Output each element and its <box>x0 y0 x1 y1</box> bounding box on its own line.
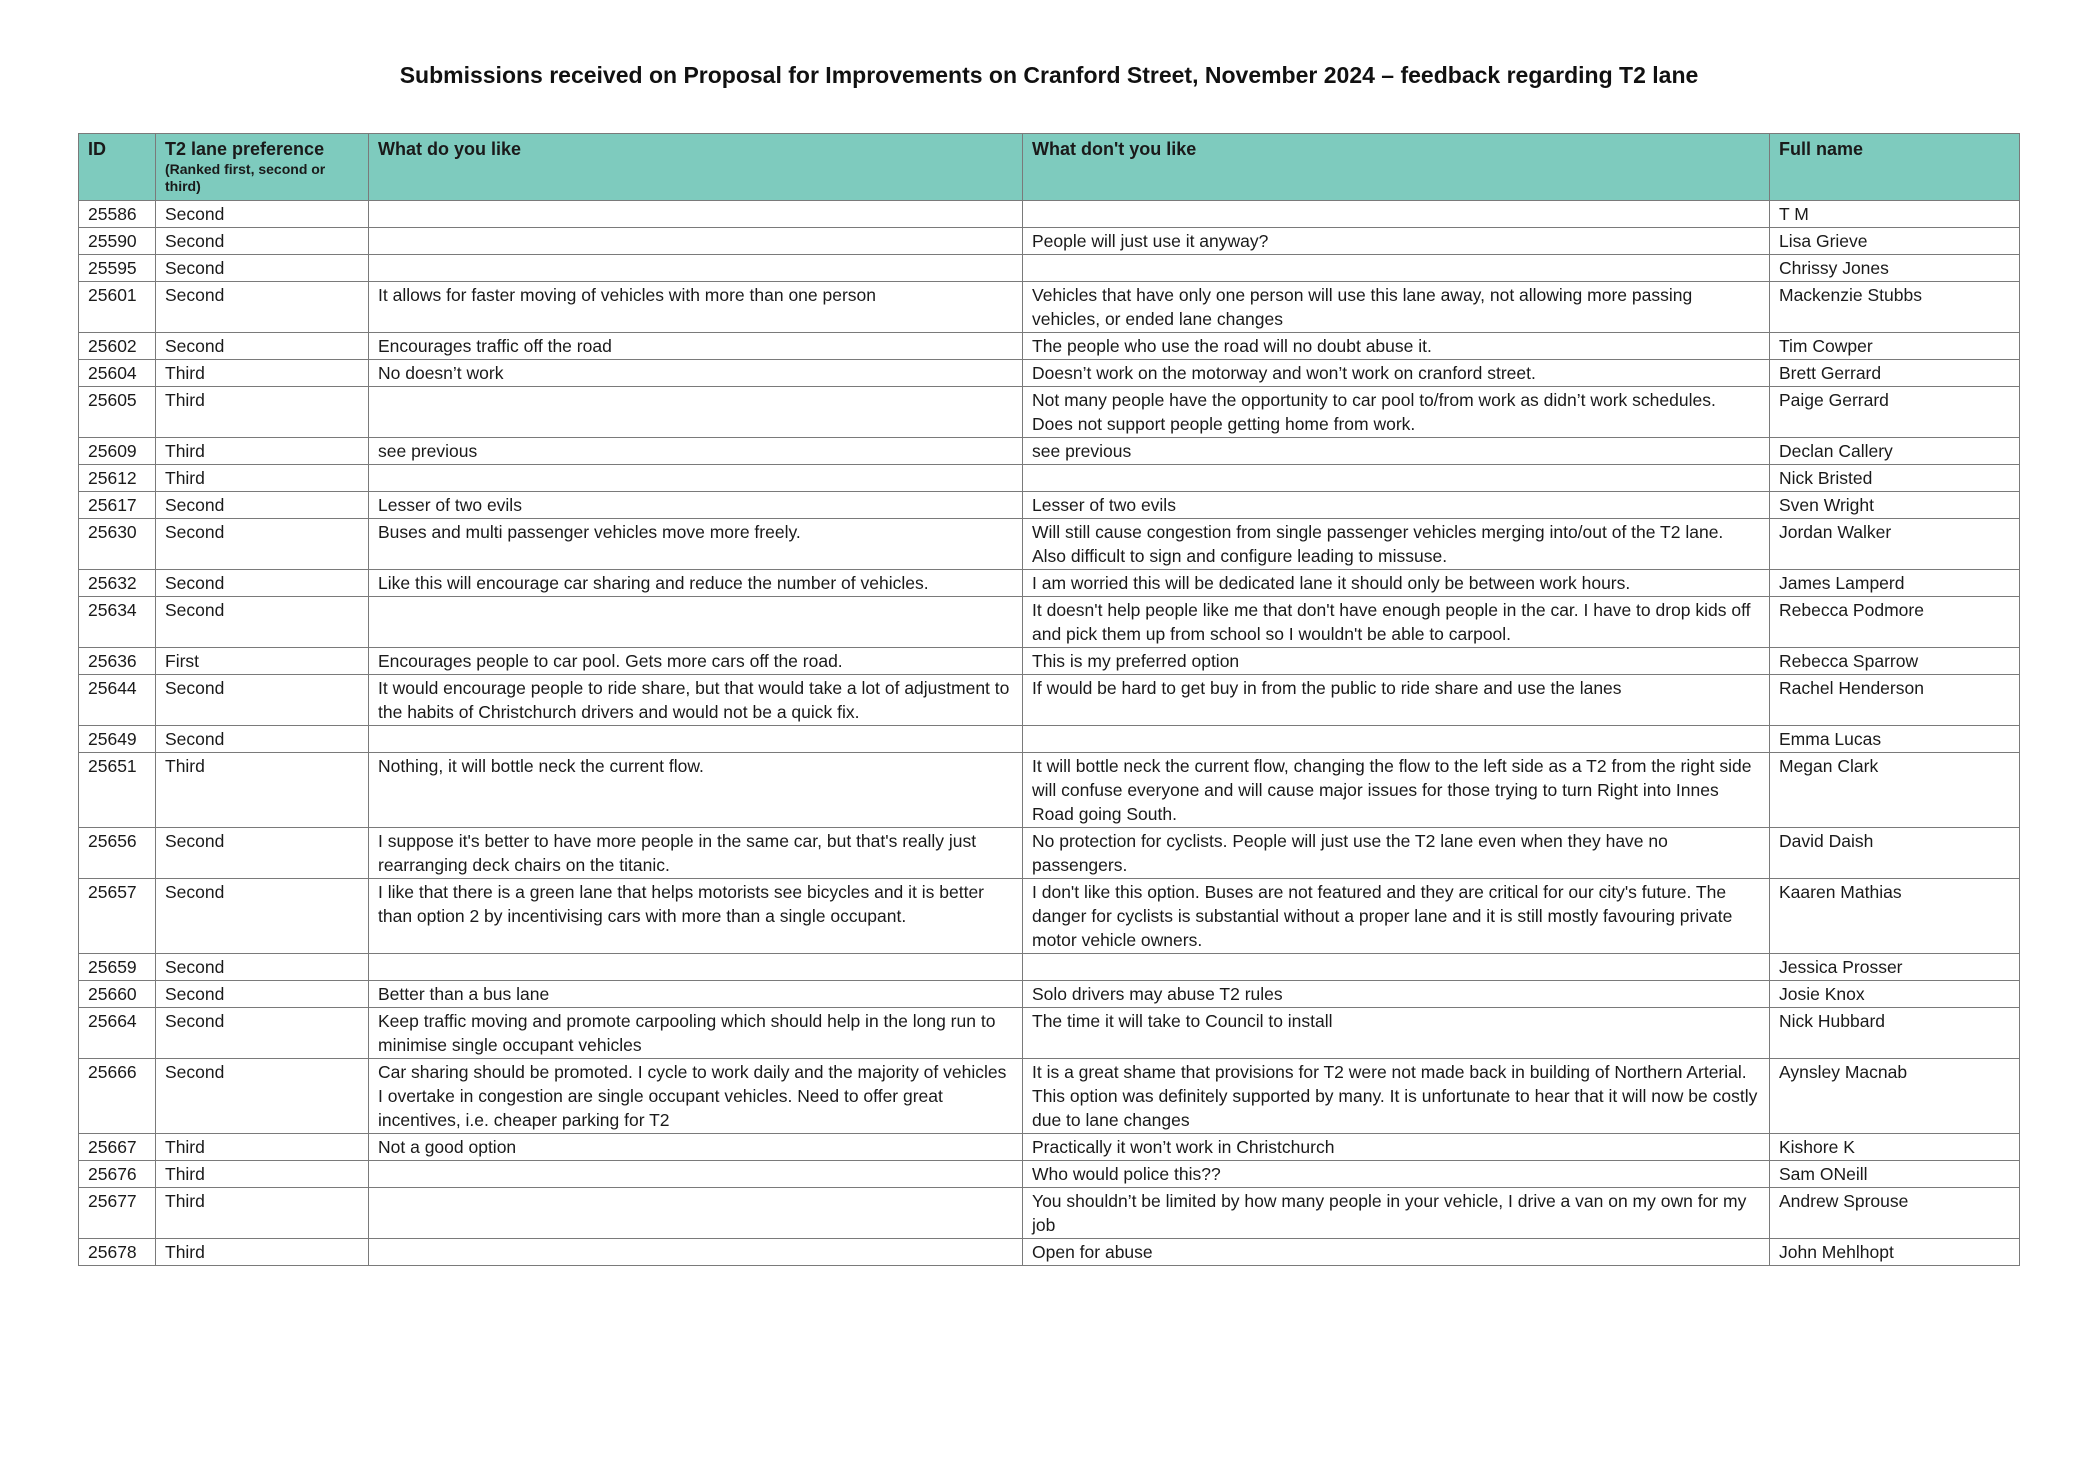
cell-like: I like that there is a green lane that helps motorists see bicycles and it is better than option 2 by incentivising cars with more than a single occupant. <box>369 879 1023 954</box>
cell-preference: Second <box>156 570 369 597</box>
cell-like: Encourages people to car pool. Gets more cars off the road. <box>369 648 1023 675</box>
cell-like: Nothing, it will bottle neck the current flow. <box>369 753 1023 828</box>
table-row <box>79 360 2020 387</box>
table-row <box>79 201 2020 228</box>
cell-full-name: Sven Wright <box>1770 492 2020 519</box>
cell-like: Buses and multi passenger vehicles move more freely. <box>369 519 1023 570</box>
cell-like: No doesn’t work <box>369 360 1023 387</box>
cell-full-name: Sam ONeill <box>1770 1161 2020 1188</box>
cell-dislike: Who would police this?? <box>1023 1161 1770 1188</box>
cell-dislike: If would be hard to get buy in from the public to ride share and use the lanes <box>1023 675 1770 726</box>
cell-full-name: Mackenzie Stubbs <box>1770 282 2020 333</box>
column-header-id: ID <box>79 134 156 201</box>
cell-dislike <box>1023 201 1770 228</box>
cell-id: 25601 <box>79 282 156 333</box>
cell-like <box>369 465 1023 492</box>
cell-like <box>369 387 1023 438</box>
cell-preference: Second <box>156 333 369 360</box>
cell-full-name: T M <box>1770 201 2020 228</box>
table-row <box>79 1161 2020 1188</box>
cell-preference: Second <box>156 726 369 753</box>
cell-like <box>369 228 1023 255</box>
cell-full-name: Kishore K <box>1770 1134 2020 1161</box>
cell-id: 25632 <box>79 570 156 597</box>
cell-like <box>369 1188 1023 1239</box>
cell-id: 25657 <box>79 879 156 954</box>
cell-id: 25609 <box>79 438 156 465</box>
table-row <box>79 597 2020 648</box>
cell-preference: Third <box>156 1134 369 1161</box>
cell-id: 25677 <box>79 1188 156 1239</box>
cell-dislike: The people who use the road will no doubt abuse it. <box>1023 333 1770 360</box>
cell-like: Lesser of two evils <box>369 492 1023 519</box>
cell-preference: Third <box>156 1239 369 1266</box>
cell-preference: Third <box>156 1188 369 1239</box>
cell-full-name: David Daish <box>1770 828 2020 879</box>
page-title: Submissions received on Proposal for Improvements on Cranford Street, November 2024 – feedback regarding T2 lane <box>399 62 1699 88</box>
cell-preference: Third <box>156 360 369 387</box>
cell-preference: Second <box>156 879 369 954</box>
cell-dislike: It will bottle neck the current flow, changing the flow to the left side as a T2 from the right side will confuse everyone and will cause major issues for those trying to turn Right into Innes Road going South. <box>1023 753 1770 828</box>
table-row <box>79 1008 2020 1059</box>
cell-full-name: Paige Gerrard <box>1770 387 2020 438</box>
cell-dislike: Doesn’t work on the motorway and won’t work on cranford street. <box>1023 360 1770 387</box>
cell-preference: Second <box>156 675 369 726</box>
cell-like: Encourages traffic off the road <box>369 333 1023 360</box>
cell-dislike: Practically it won’t work in Christchurch <box>1023 1134 1770 1161</box>
cell-full-name: James Lamperd <box>1770 570 2020 597</box>
cell-preference: Second <box>156 954 369 981</box>
table-row <box>79 387 2020 438</box>
cell-preference: Second <box>156 981 369 1008</box>
cell-dislike: It doesn't help people like me that don't have enough people in the car. I have to drop kids off and pick them up from school so I wouldn't be able to carpool. <box>1023 597 1770 648</box>
table-row <box>79 255 2020 282</box>
cell-like <box>369 954 1023 981</box>
cell-full-name: Chrissy Jones <box>1770 255 2020 282</box>
cell-like: Not a good option <box>369 1134 1023 1161</box>
table-row <box>79 1059 2020 1134</box>
cell-preference: Third <box>156 438 369 465</box>
cell-like: Like this will encourage car sharing and reduce the number of vehicles. <box>369 570 1023 597</box>
cell-dislike <box>1023 726 1770 753</box>
table-row <box>79 333 2020 360</box>
cell-preference: Third <box>156 753 369 828</box>
cell-dislike: This is my preferred option <box>1023 648 1770 675</box>
cell-full-name: Rebecca Podmore <box>1770 597 2020 648</box>
cell-full-name: Declan Callery <box>1770 438 2020 465</box>
table-row <box>79 282 2020 333</box>
cell-dislike <box>1023 255 1770 282</box>
cell-preference: Second <box>156 597 369 648</box>
cell-id: 25666 <box>79 1059 156 1134</box>
table-row <box>79 1188 2020 1239</box>
cell-dislike: You shouldn’t be limited by how many people in your vehicle, I drive a van on my own for my job <box>1023 1188 1770 1239</box>
table-row <box>79 648 2020 675</box>
cell-id: 25649 <box>79 726 156 753</box>
table-row <box>79 519 2020 570</box>
submissions-table <box>78 133 2020 1266</box>
cell-like: Better than a bus lane <box>369 981 1023 1008</box>
cell-dislike: Lesser of two evils <box>1023 492 1770 519</box>
table-row <box>79 570 2020 597</box>
cell-full-name: Jessica Prosser <box>1770 954 2020 981</box>
cell-like <box>369 726 1023 753</box>
cell-full-name: Lisa Grieve <box>1770 228 2020 255</box>
cell-preference: Second <box>156 492 369 519</box>
cell-full-name: Nick Bristed <box>1770 465 2020 492</box>
cell-full-name: Josie Knox <box>1770 981 2020 1008</box>
cell-full-name: Brett Gerrard <box>1770 360 2020 387</box>
cell-full-name: Andrew Sprouse <box>1770 1188 2020 1239</box>
cell-full-name: Kaaren Mathias <box>1770 879 2020 954</box>
cell-preference: Second <box>156 282 369 333</box>
cell-like <box>369 255 1023 282</box>
table-row <box>79 753 2020 828</box>
cell-preference: First <box>156 648 369 675</box>
table-row <box>79 438 2020 465</box>
cell-like: Keep traffic moving and promote carpooling which should help in the long run to minimise single occupant vehicles <box>369 1008 1023 1059</box>
cell-id: 25617 <box>79 492 156 519</box>
cell-id: 25659 <box>79 954 156 981</box>
cell-id: 25660 <box>79 981 156 1008</box>
cell-id: 25636 <box>79 648 156 675</box>
column-header-dislike: What don't you like <box>1023 134 1770 201</box>
cell-id: 25630 <box>79 519 156 570</box>
table-row <box>79 828 2020 879</box>
cell-dislike: People will just use it anyway? <box>1023 228 1770 255</box>
cell-preference: Third <box>156 1161 369 1188</box>
cell-like: It would encourage people to ride share, but that would take a lot of adjustment to the habits of Christchurch drivers and would not be a quick fix. <box>369 675 1023 726</box>
cell-id: 25634 <box>79 597 156 648</box>
cell-id: 25586 <box>79 201 156 228</box>
table-row <box>79 954 2020 981</box>
cell-like: It allows for faster moving of vehicles with more than one person <box>369 282 1023 333</box>
cell-id: 25644 <box>79 675 156 726</box>
cell-id: 25612 <box>79 465 156 492</box>
column-header-preference <box>156 134 369 201</box>
cell-like: see previous <box>369 438 1023 465</box>
cell-like <box>369 201 1023 228</box>
cell-like <box>369 597 1023 648</box>
cell-full-name: Jordan Walker <box>1770 519 2020 570</box>
cell-full-name: Aynsley Macnab <box>1770 1059 2020 1134</box>
table-row <box>79 981 2020 1008</box>
cell-full-name: Rachel Henderson <box>1770 675 2020 726</box>
cell-preference: Second <box>156 519 369 570</box>
cell-like <box>369 1239 1023 1266</box>
column-header-preference-label: T2 lane preference <box>165 139 325 159</box>
cell-full-name: Nick Hubbard <box>1770 1008 2020 1059</box>
cell-id: 25664 <box>79 1008 156 1059</box>
table-row <box>79 228 2020 255</box>
cell-preference: Second <box>156 828 369 879</box>
cell-full-name: Rebecca Sparrow <box>1770 648 2020 675</box>
cell-like <box>369 1161 1023 1188</box>
cell-dislike: Will still cause congestion from single passenger vehicles merging into/out of the T2 lane. Also difficult to sign and configure leading to missuse. <box>1023 519 1770 570</box>
table-header-row <box>79 134 2020 201</box>
table-row <box>79 879 2020 954</box>
cell-id: 25595 <box>79 255 156 282</box>
table-row <box>79 492 2020 519</box>
cell-preference: Second <box>156 255 369 282</box>
cell-dislike: I am worried this will be dedicated lane it should only be between work hours. <box>1023 570 1770 597</box>
cell-dislike: Not many people have the opportunity to car pool to/from work as didn’t work schedules. Does not support people getting home from work. <box>1023 387 1770 438</box>
cell-dislike: Solo drivers may abuse T2 rules <box>1023 981 1770 1008</box>
cell-preference: Second <box>156 201 369 228</box>
cell-dislike: Open for abuse <box>1023 1239 1770 1266</box>
cell-id: 25590 <box>79 228 156 255</box>
cell-preference: Third <box>156 465 369 492</box>
cell-dislike: It is a great shame that provisions for T2 were not made back in building of Northern Arterial. This option was definitely supported by many. It is unfortunate to hear that it will now be costly due to lane changes <box>1023 1059 1770 1134</box>
cell-preference: Second <box>156 1008 369 1059</box>
cell-id: 25605 <box>79 387 156 438</box>
column-header-preference-sublabel: (Ranked first, second or third) <box>165 161 326 194</box>
cell-dislike: No protection for cyclists. People will just use the T2 lane even when they have no passengers. <box>1023 828 1770 879</box>
cell-id: 25656 <box>79 828 156 879</box>
cell-id: 25676 <box>79 1161 156 1188</box>
cell-id: 25651 <box>79 753 156 828</box>
table-row <box>79 1134 2020 1161</box>
cell-like: Car sharing should be promoted. I cycle to work daily and the majority of vehicles I overtake in congestion are single occupant vehicles. Need to offer great incentives, i.e. cheaper parking for T2 <box>369 1059 1023 1134</box>
cell-id: 25602 <box>79 333 156 360</box>
cell-full-name: John Mehlhopt <box>1770 1239 2020 1266</box>
cell-dislike: Vehicles that have only one person will use this lane away, not allowing more passing vehicles, or ended lane changes <box>1023 282 1770 333</box>
cell-dislike: see previous <box>1023 438 1770 465</box>
cell-dislike <box>1023 954 1770 981</box>
cell-id: 25678 <box>79 1239 156 1266</box>
cell-id: 25604 <box>79 360 156 387</box>
table-row <box>79 1239 2020 1266</box>
cell-dislike: The time it will take to Council to install <box>1023 1008 1770 1059</box>
cell-preference: Third <box>156 387 369 438</box>
cell-full-name: Megan Clark <box>1770 753 2020 828</box>
cell-full-name: Emma Lucas <box>1770 726 2020 753</box>
cell-id: 25667 <box>79 1134 156 1161</box>
column-header-name: Full name <box>1770 134 2020 201</box>
cell-like: I suppose it's better to have more people in the same car, but that's really just rearranging deck chairs on the titanic. <box>369 828 1023 879</box>
cell-preference: Second <box>156 228 369 255</box>
table-body <box>79 201 2020 1266</box>
table-row <box>79 726 2020 753</box>
table-row <box>79 675 2020 726</box>
cell-preference: Second <box>156 1059 369 1134</box>
table-row <box>79 465 2020 492</box>
cell-dislike: I don't like this option. Buses are not featured and they are critical for our city's future. The danger for cyclists is substantial without a proper lane and it is still mostly favouring private motor vehicle owners. <box>1023 879 1770 954</box>
cell-full-name: Tim Cowper <box>1770 333 2020 360</box>
cell-dislike <box>1023 465 1770 492</box>
column-header-like: What do you like <box>369 134 1023 201</box>
